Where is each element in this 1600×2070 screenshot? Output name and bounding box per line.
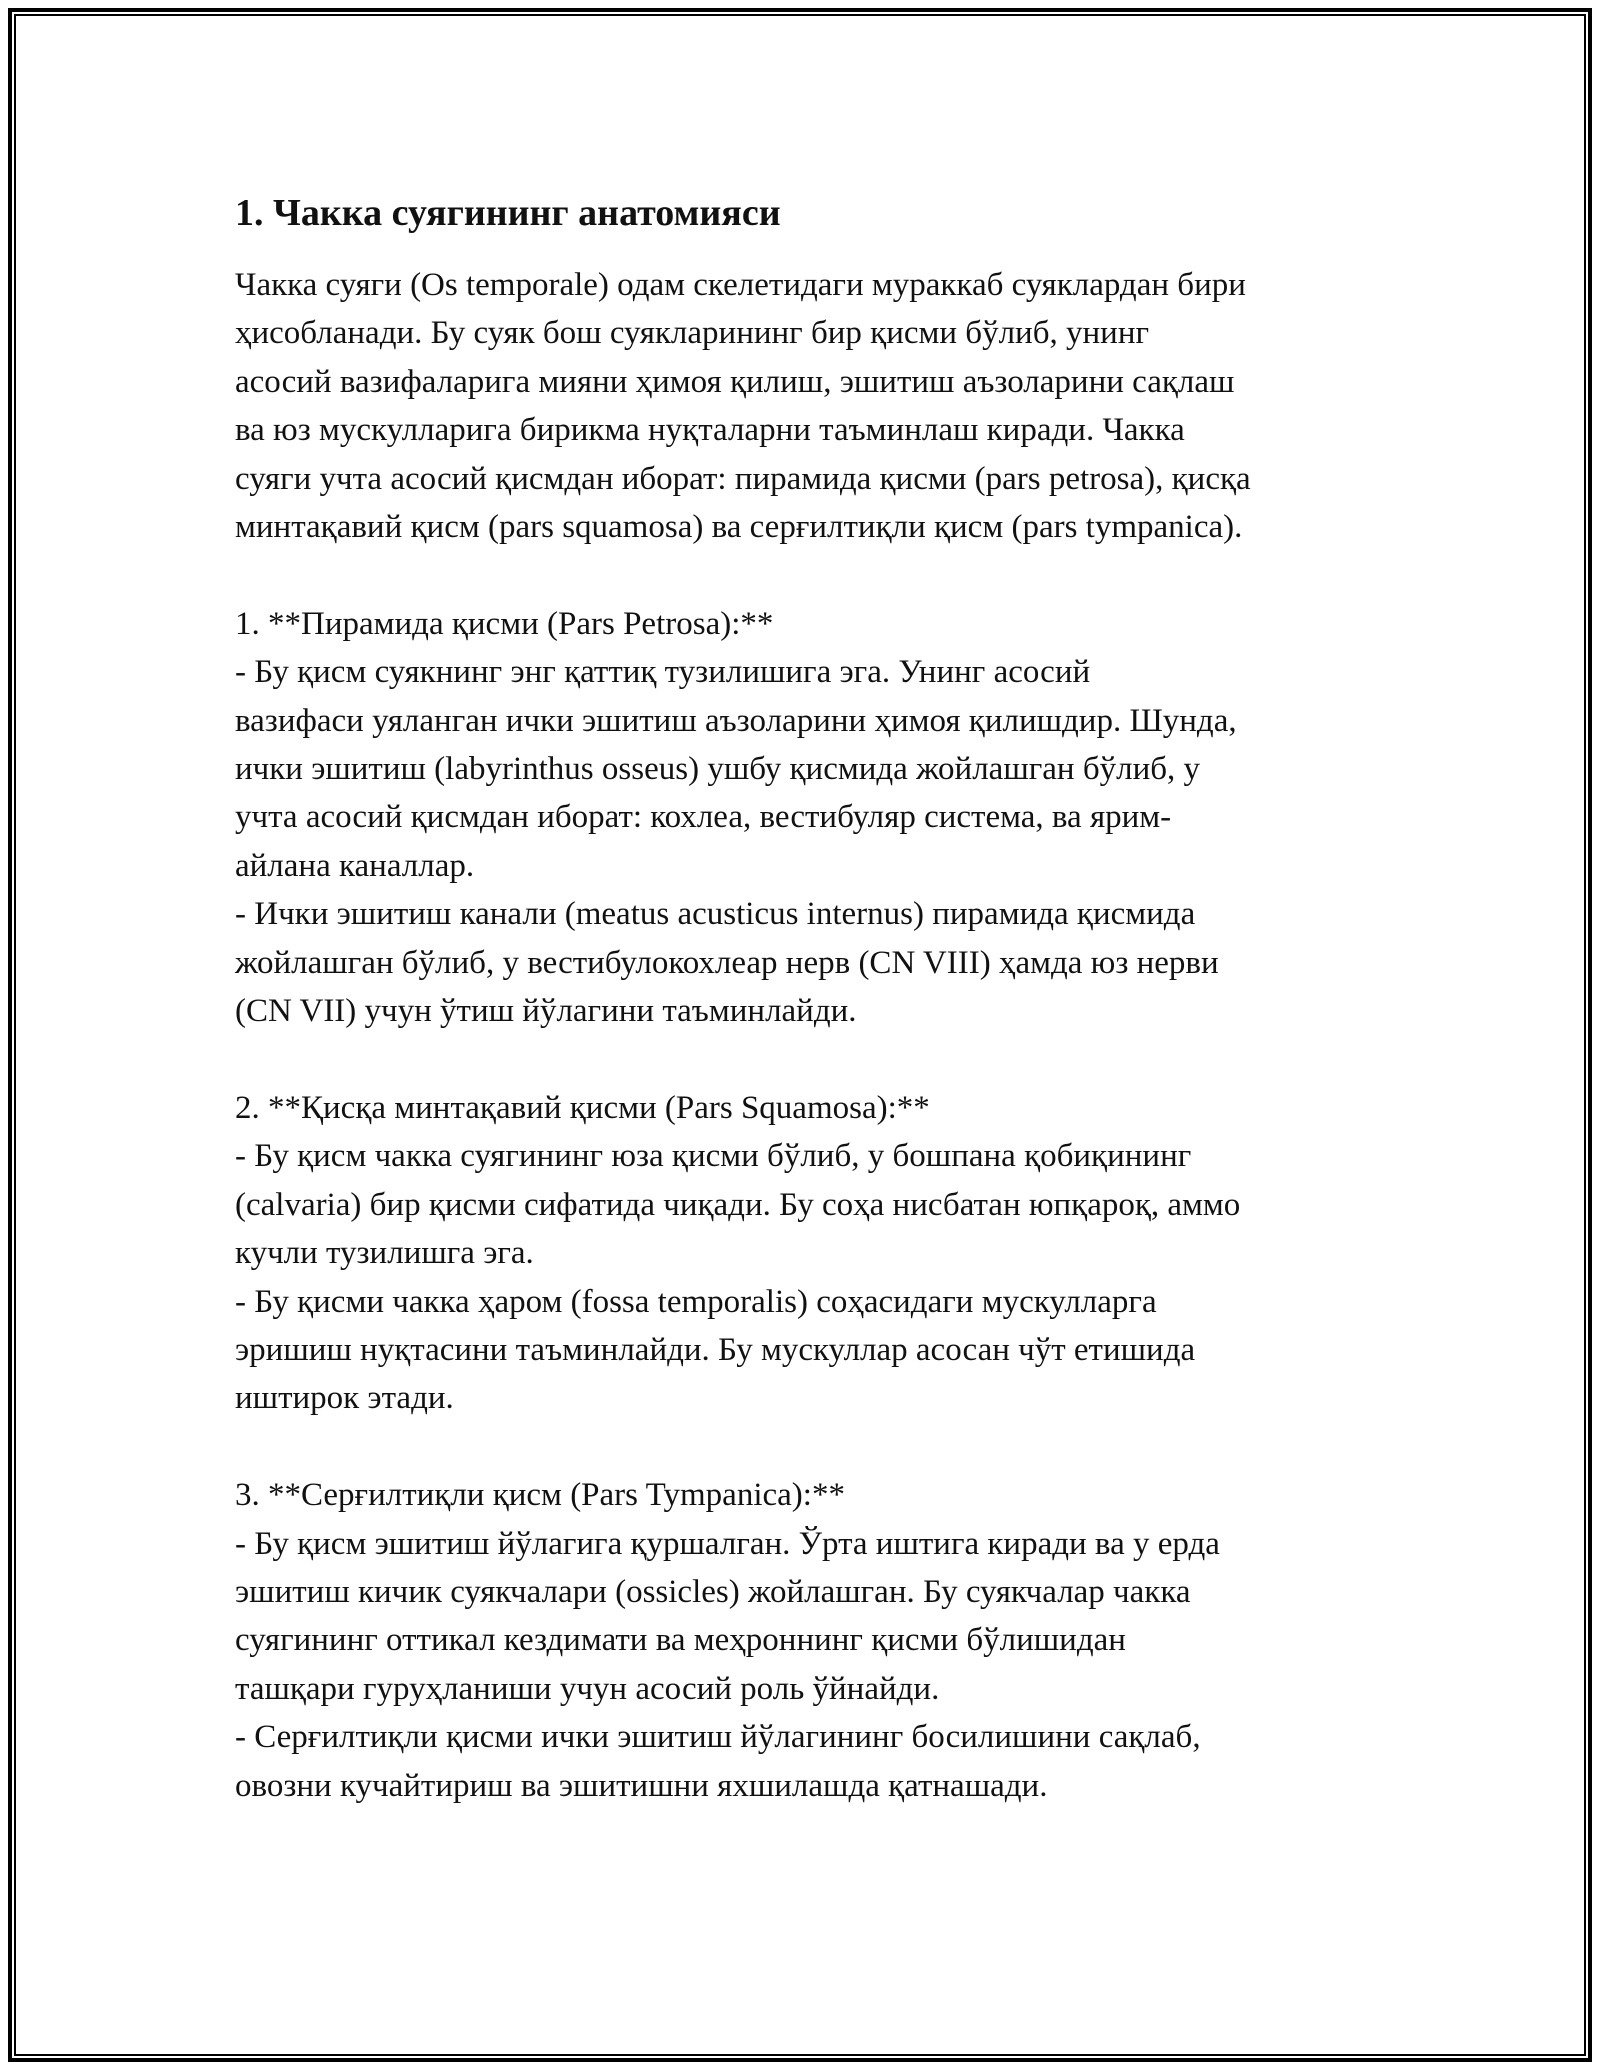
document-title: 1. Чакка суягининг анатомияси — [235, 192, 781, 234]
section-item: - Бу қисм эшитиш йўлагига қуршалган. Ўрта иштига киради ва у ерда эшитиш кичик суякчалари (ossicles) жойлашган. Бу суякчалар чакка суягининг оттикал кездимати ва меҳроннинг қисми бўлишидан ташқари гуруҳланиши учун асосий роль ўйнайди. — [235, 1525, 1220, 1707]
section-item: - Бу қисм чакка суягининг юза қисми бўлиб, у бошпана қобиқининг (calvaria) бир қисми сифатида чиқади. Бу соҳа нисбатан юпқароқ, аммо кучли тузилишга эга. — [235, 1138, 1241, 1272]
document-body — [235, 185, 1375, 1810]
paragraph-gap — [235, 551, 1375, 599]
section-item: - Ички эшитиш канали (meatus acusticus internus) пирамида қисмида жойлашган бўлиб, у вестибулокохлеар нерв (CN VIII) ҳамда юз нерви (CN VII) учун ўтиш йўлагини таъминлайди. — [235, 896, 1219, 1030]
paragraph-gap — [235, 1423, 1375, 1471]
section-item: - Серғилтиқли қисми ички эшитиш йўлагининг босилишини сақлаб, овозни кучайтириш ва эшитишни яхшилашда қатнашади. — [235, 1719, 1201, 1804]
intro-paragraph: Чакка суяги (Os temporale) одам скелетидаги мураккаб суяклардан бири ҳисобланади. Бу суяк бош суякларининг бир қисми бўлиб, унинг асосий вазифаларига мияни ҳимоя қилиш, эшитиш аъзоларини сақлаш ва юз мускулларига бирикма нуқталарни таъминлаш киради. Чакка суяги учта асосий қисмдан иборат: пирамида қисми (pars petrosa), қисқа минтақавий қисм (pars squamosa) ва серғилтиқли қисм (pars tympanica). — [235, 267, 1251, 546]
paragraph-gap — [235, 1035, 1375, 1083]
section-pars-petrosa — [235, 600, 1375, 1036]
section-item: - Бу қисм суякнинг энг қаттиқ тузилишига эга. Унинг асосий вазифаси уяланган ички эшитиш аъзоларини ҳимоя қилишдир. Шунда, ички эшитиш (labyrinthus osseus) ушбу қисмида жойлашган бўлиб, у учта асосий қисмдан иборат: кохлеа, вестибуляр система, ва ярим- айлана каналлар. — [235, 654, 1237, 884]
section-pars-tympanica — [235, 1471, 1375, 1810]
section-pars-squamosa — [235, 1084, 1375, 1423]
section-heading: 2. **Қисқа минтақавий қисми (Pars Squamosa):** — [235, 1089, 930, 1126]
section-item: - Бу қисми чакка ҳаром (fossa temporalis) соҳасидаги мускулларга эришиш нуқтасини таъминлайди. Бу мускуллар асосан чўт етишида иштирок этади. — [235, 1283, 1196, 1417]
section-heading: 1. **Пирамида қисми (Pars Petrosa):** — [235, 605, 774, 642]
section-heading: 3. **Серғилтиқли қисм (Pars Tympanica):** — [235, 1477, 845, 1514]
